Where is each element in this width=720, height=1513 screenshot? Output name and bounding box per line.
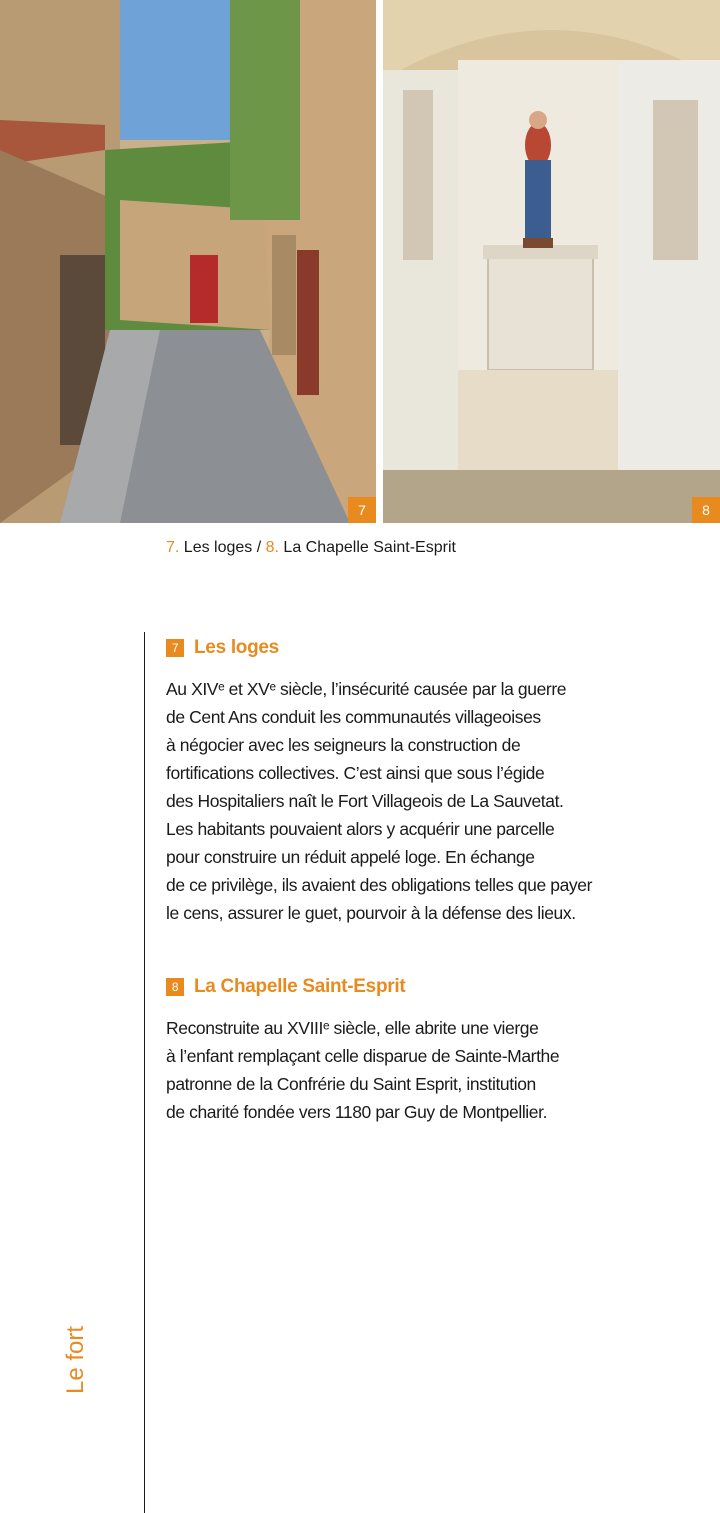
photo-les-loges [0,0,376,523]
section-heading [166,637,592,659]
caption-title-8: La Chapelle Saint-Esprit [278,539,456,556]
section-body: Reconstruite au XVIIIᵉ siècle, elle abrite une vierge à l’enfant remplaçant celle disparue de Sainte-Marthe patronne de la Confrérie du Saint Esprit, institution de charité fondée vers 1180 par Guy de Montpellier. [166,1018,560,1122]
section-title: Les loges [194,637,279,658]
section-body: Au XIVᵉ et XVᵉ siècle, l’insécurité causée par la guerre de Cent Ans conduit les communautés villageoises à négocier avec les seigneurs la construction de fortifications collectives. C’est ainsi que sous l’égide des Hospitaliers naît le Fort Villageois de La Sauvetat. Les habitants pouvaient alors y acquérir une parcelle pour construire un réduit appelé loge. En échange de ce privilège, ils avaient des obligations telles que payer le cens, assurer le guet, pourvoir à la défense des lieux. [166,679,593,923]
caption-number-8: 8. [265,539,279,556]
section-heading [166,976,559,998]
section-title: La Chapelle Saint-Esprit [194,976,406,997]
section-side-label: Le fort [62,1325,89,1395]
photo-number-badge: 7 [348,497,376,523]
section-number-badge: 7 [166,639,184,657]
section-chapelle [166,976,559,1126]
caption-number-7: 7. [166,539,180,556]
photo-chapelle [383,0,720,523]
vertical-rule [144,632,145,1513]
village-street-image [0,0,376,523]
photo-caption [166,539,456,557]
caption-title-7: Les loges / [179,539,266,556]
section-les-loges [166,637,592,927]
photo-number-badge: 8 [692,497,720,523]
chapel-statue-image [383,0,720,523]
section-number-badge: 8 [166,978,184,996]
